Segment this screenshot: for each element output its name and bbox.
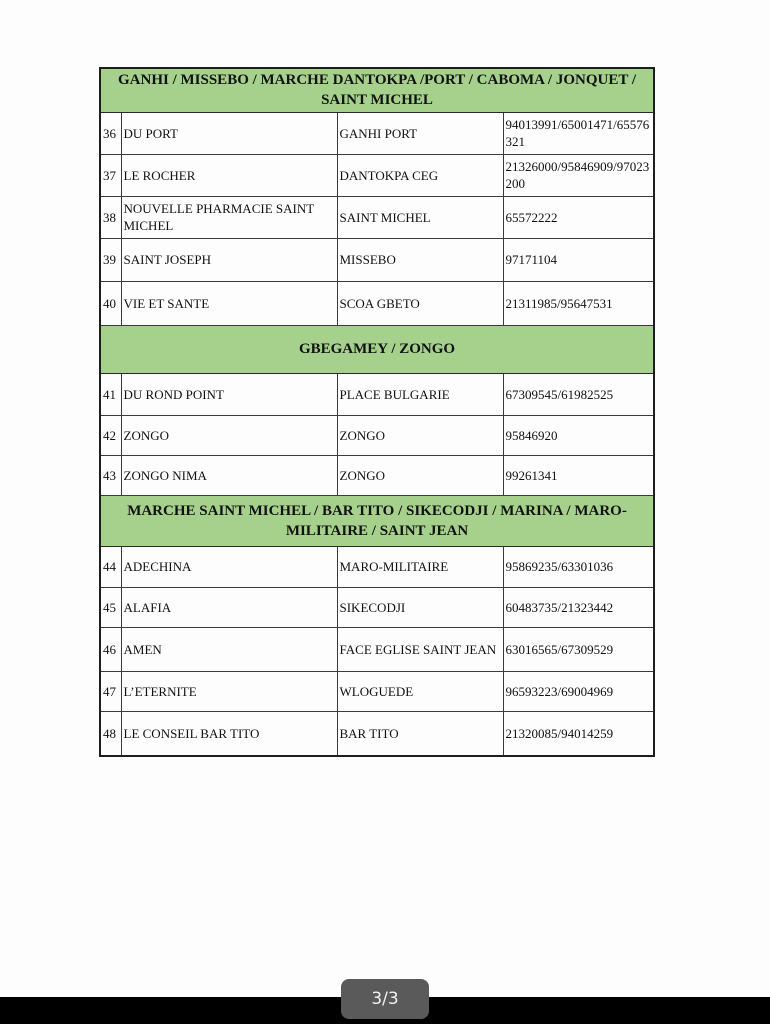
table-row (100, 455, 654, 495)
pharmacy-phone: 21311985/95647531 (503, 281, 654, 325)
pharmacy-location: WLOGUEDE (337, 671, 503, 711)
table-row (100, 196, 654, 238)
row-number: 48 (100, 711, 121, 756)
pharmacy-name: ZONGO NIMA (121, 455, 337, 495)
pharmacy-phone: 95846920 (503, 415, 654, 455)
pharmacy-location: BAR TITO (337, 711, 503, 756)
pharmacy-phone: 67309545/61982525 (503, 373, 654, 415)
pharmacy-phone: 94013991/65001471/65576321 (503, 112, 654, 154)
pharmacy-name: ZONGO (121, 415, 337, 455)
pharmacy-table (99, 67, 655, 757)
pharmacy-location: ZONGO (337, 415, 503, 455)
pharmacy-location: SAINT MICHEL (337, 196, 503, 238)
table-row (100, 154, 654, 196)
pharmacy-location: PLACE BULGARIE (337, 373, 503, 415)
row-number: 45 (100, 587, 121, 627)
row-number: 46 (100, 627, 121, 671)
pharmacy-phone: 60483735/21323442 (503, 587, 654, 627)
pharmacy-phone: 95869235/63301036 (503, 546, 654, 587)
pharmacy-phone: 99261341 (503, 455, 654, 495)
row-number: 36 (100, 112, 121, 154)
page-indicator: 3/3 (341, 979, 429, 1019)
row-number: 41 (100, 373, 121, 415)
table-row (100, 281, 654, 325)
pharmacy-location: MISSEBO (337, 238, 503, 281)
section-title: GBEGAMEY / ZONGO (100, 325, 654, 373)
pharmacy-name: ADECHINA (121, 546, 337, 587)
table-row (100, 112, 654, 154)
pharmacy-phone: 21326000/95846909/97023200 (503, 154, 654, 196)
pharmacy-location: ZONGO (337, 455, 503, 495)
pharmacy-name: L’ETERNITE (121, 671, 337, 711)
pharmacy-name: LE CONSEIL BAR TITO (121, 711, 337, 756)
pharmacy-name: DU ROND POINT (121, 373, 337, 415)
row-number: 38 (100, 196, 121, 238)
row-number: 40 (100, 281, 121, 325)
pharmacy-phone: 97171104 (503, 238, 654, 281)
section-header (100, 325, 654, 373)
pharmacy-location: SIKECODJI (337, 587, 503, 627)
table-row (100, 627, 654, 671)
section-title: MARCHE SAINT MICHEL / BAR TITO / SIKECODJI / MARINA / MARO-MILITAIRE / SAINT JEAN (100, 495, 654, 546)
row-number: 39 (100, 238, 121, 281)
pharmacy-name: DU PORT (121, 112, 337, 154)
table-row (100, 711, 654, 756)
pharmacy-name: ALAFIA (121, 587, 337, 627)
row-number: 44 (100, 546, 121, 587)
pharmacy-name: LE ROCHER (121, 154, 337, 196)
pharmacy-location: GANHI PORT (337, 112, 503, 154)
pharmacy-phone: 63016565/67309529 (503, 627, 654, 671)
row-number: 47 (100, 671, 121, 711)
table-row (100, 587, 654, 627)
pharmacy-name: VIE ET SANTE (121, 281, 337, 325)
table-row (100, 415, 654, 455)
pharmacy-location: SCOA GBETO (337, 281, 503, 325)
table-row (100, 671, 654, 711)
pharmacy-location: MARO-MILITAIRE (337, 546, 503, 587)
pharmacy-name: SAINT JOSEPH (121, 238, 337, 281)
table-row (100, 238, 654, 281)
table-row (100, 546, 654, 587)
section-header (100, 68, 654, 112)
table-row (100, 373, 654, 415)
pharmacy-phone: 21320085/94014259 (503, 711, 654, 756)
section-header (100, 495, 654, 546)
row-number: 42 (100, 415, 121, 455)
pharmacy-location: DANTOKPA CEG (337, 154, 503, 196)
row-number: 43 (100, 455, 121, 495)
pharmacy-phone: 65572222 (503, 196, 654, 238)
pharmacy-location: FACE EGLISE SAINT JEAN (337, 627, 503, 671)
pharmacy-name: NOUVELLE PHARMACIE SAINT MICHEL (121, 196, 337, 238)
pharmacy-name: AMEN (121, 627, 337, 671)
row-number: 37 (100, 154, 121, 196)
pharmacy-phone: 96593223/69004969 (503, 671, 654, 711)
section-title: GANHI / MISSEBO / MARCHE DANTOKPA /PORT / CABOMA / JONQUET / SAINT MICHEL (100, 68, 654, 112)
